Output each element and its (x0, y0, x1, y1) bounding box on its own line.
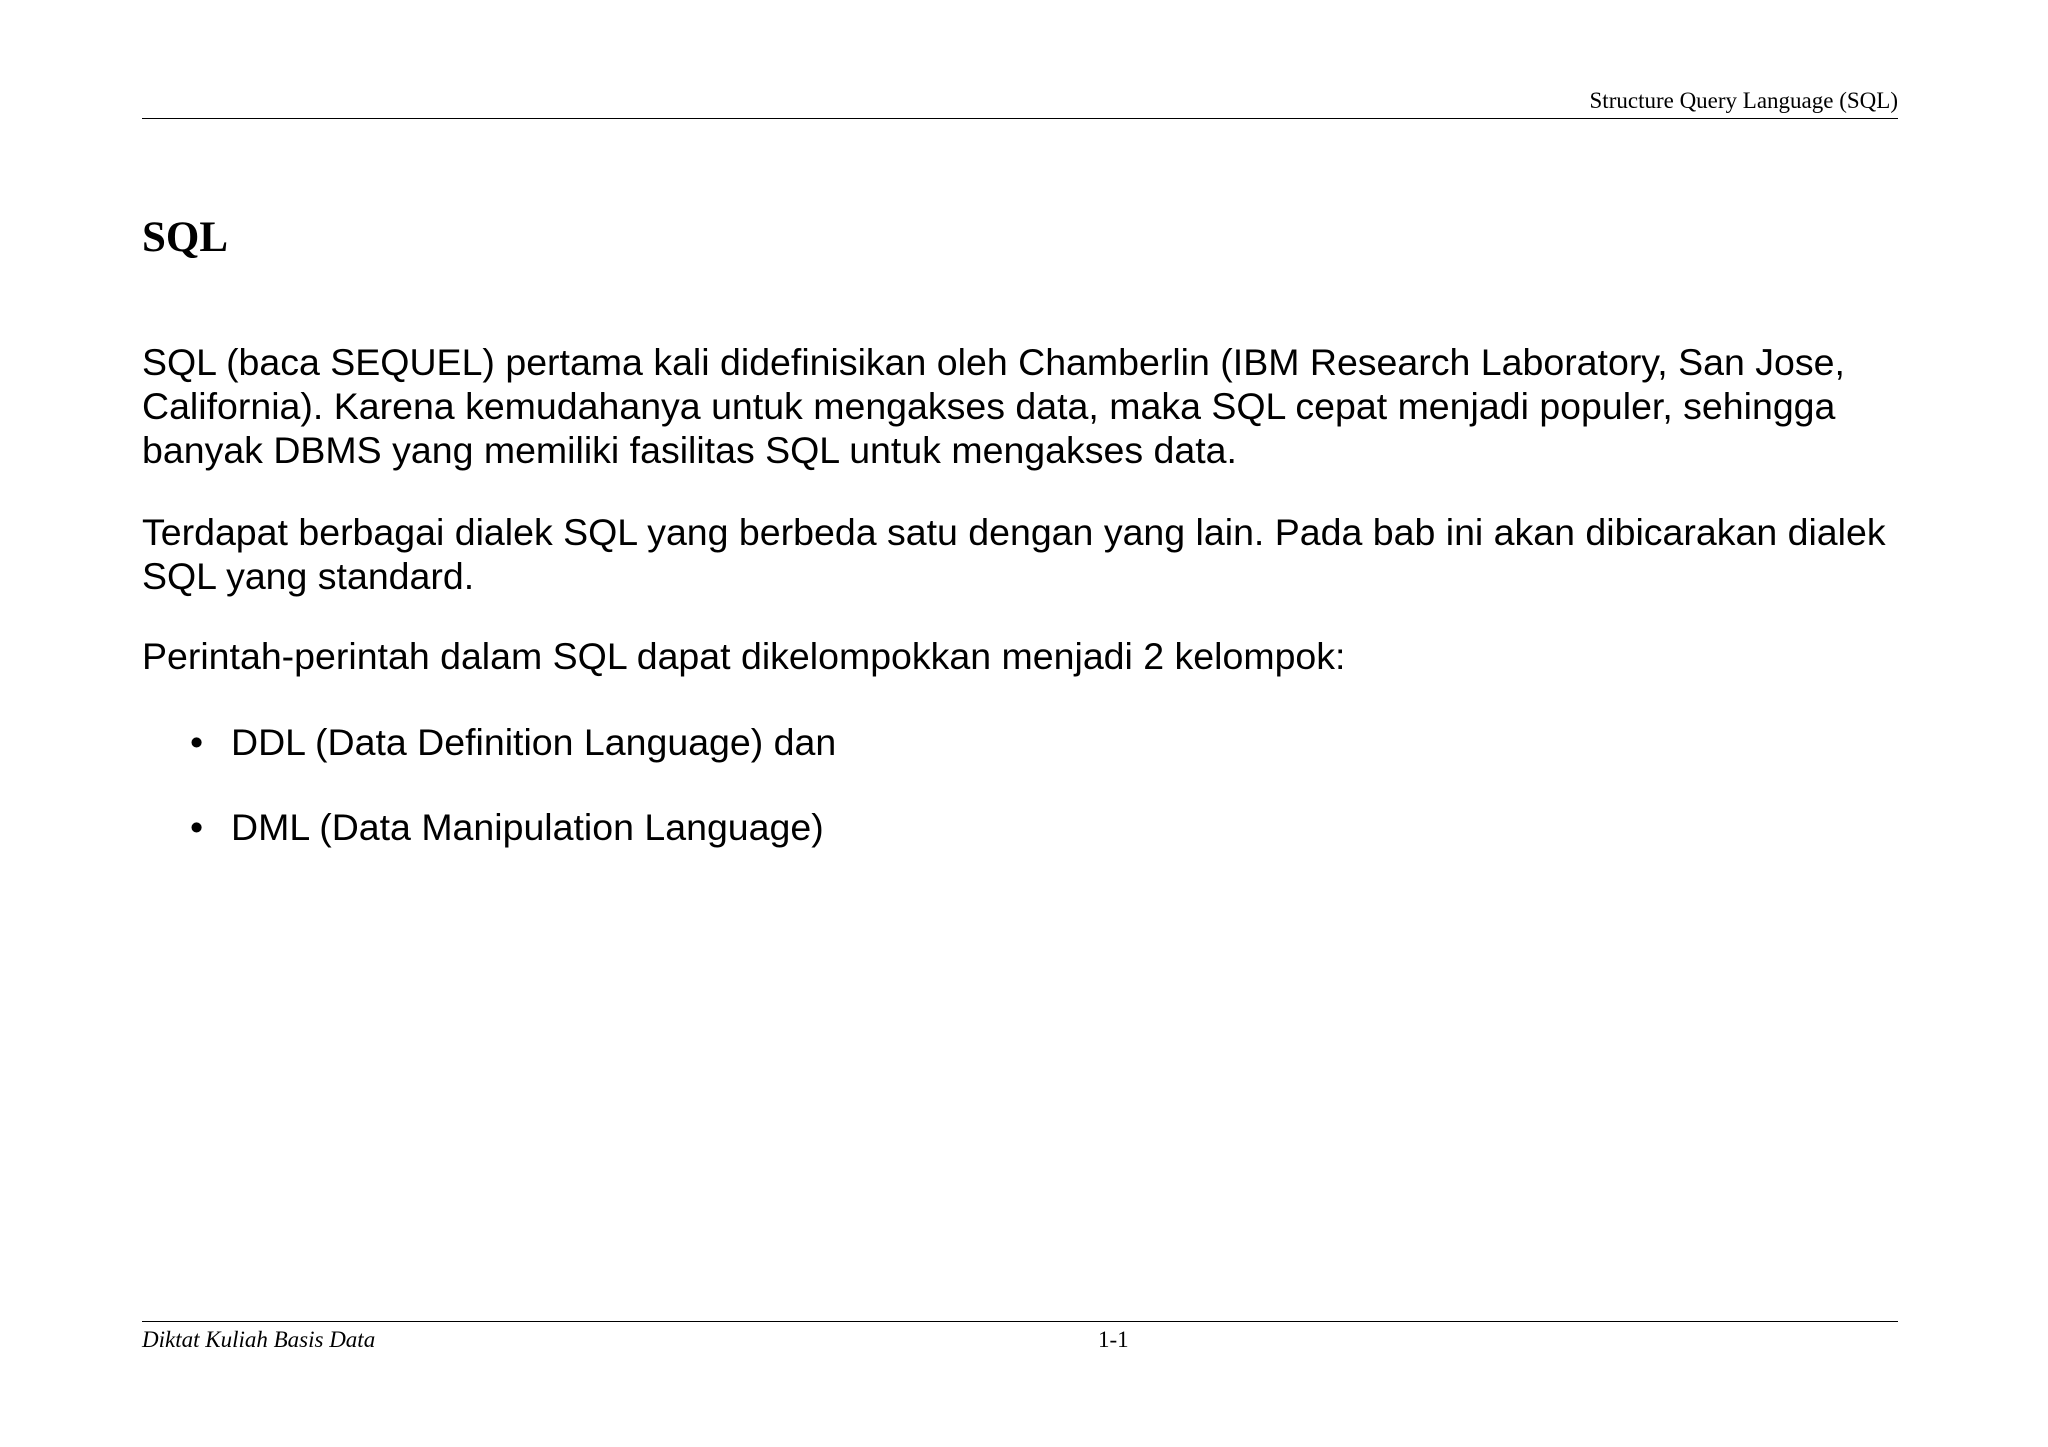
list-item (142, 720, 836, 764)
list-item (142, 805, 836, 849)
bullet-icon: • (190, 721, 204, 763)
footer-divider (142, 1321, 1898, 1322)
bullet-icon: • (190, 806, 204, 848)
paragraph-intro: SQL (baca SEQUEL) pertama kali didefinisikan oleh Chamberlin (IBM Research Laboratory, San Jose, California). Karena kemudahanya untuk mengakses data, maka SQL cepat menjadi populer, sehingga banyak DBMS yang memiliki fasilitas SQL untuk mengakses data. (142, 341, 1845, 471)
command-group-list (142, 720, 836, 890)
paragraph-dialects: Terdapat berbagai dialek SQL yang berbeda satu dengan yang lain. Pada bab ini akan dibicarakan dialek SQL yang standard. (142, 511, 1886, 597)
page-number: 1-1 (1098, 1327, 1129, 1352)
page-title: SQL (142, 214, 229, 261)
paragraph-groups: Perintah-perintah dalam SQL dapat dikelompokkan menjadi 2 kelompok: (142, 635, 1346, 677)
list-item-text: DML (Data Manipulation Language) (231, 806, 824, 848)
list-item-text: DDL (Data Definition Language) dan (231, 721, 837, 763)
running-header: Structure Query Language (SQL) (1589, 88, 1898, 113)
footer-course-title: Diktat Kuliah Basis Data (142, 1327, 376, 1352)
header-divider (142, 118, 1898, 119)
